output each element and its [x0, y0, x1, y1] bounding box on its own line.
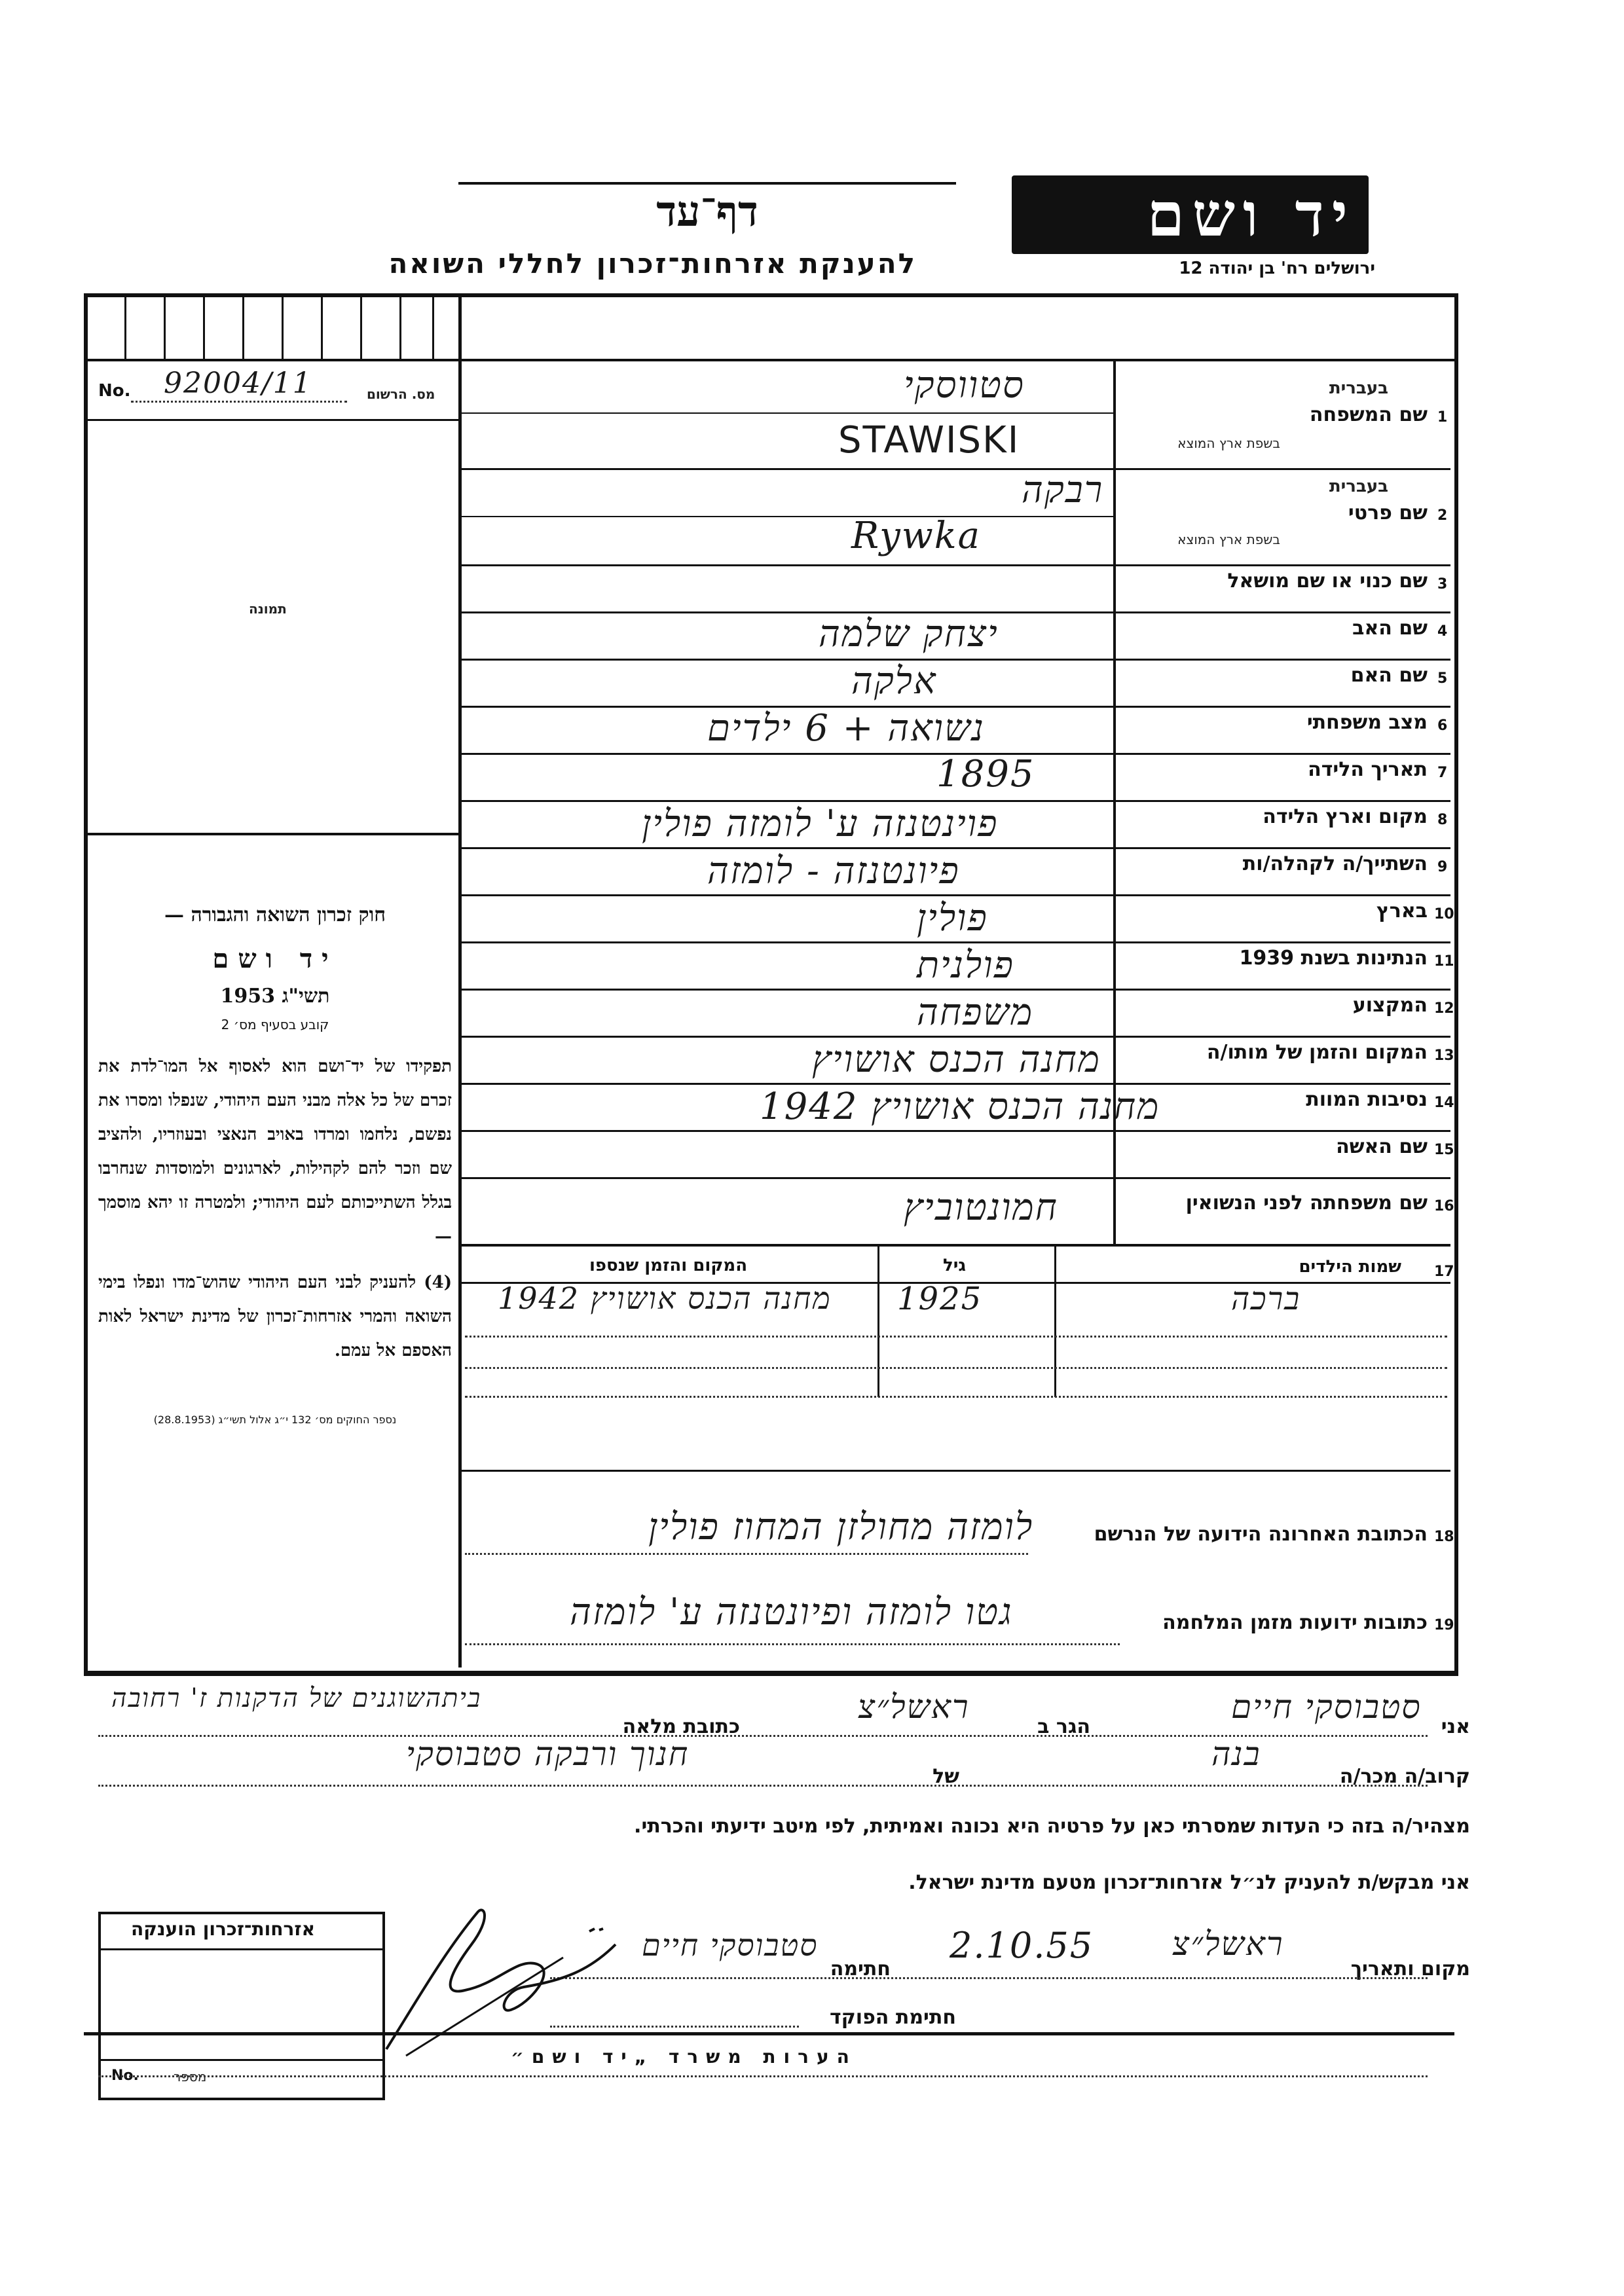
- field-12-number: 12: [1434, 1000, 1454, 1017]
- photo-label: תמונה: [249, 601, 287, 617]
- declarant-name[interactable]: סטבוסקי חיים: [1231, 1688, 1422, 1726]
- field-8-label: מקום וארץ הלידה: [1263, 805, 1428, 828]
- place-value[interactable]: ראשל״צ: [1172, 1925, 1284, 1963]
- citizenship-box: [98, 1912, 385, 2100]
- field-3-label: שם כנוי או שם מושאל: [1227, 570, 1428, 592]
- signature-label: חתימה: [830, 1958, 891, 1980]
- of-value[interactable]: חנוך ורבקה סטבוסקי: [406, 1735, 690, 1773]
- field-1-sub-bottom: בשפת ארץ המוצא: [1177, 435, 1280, 451]
- declarant-resides-value[interactable]: ראשל״צ: [858, 1688, 970, 1726]
- field-19-line: [465, 1643, 1120, 1645]
- field-2-value-latin[interactable]: Rywka: [851, 515, 982, 557]
- citizenship-number-label: מספר: [174, 2069, 207, 2085]
- field-6-number: 6: [1437, 718, 1448, 734]
- row1-subline: [458, 412, 1113, 414]
- field-2-number: 2: [1437, 507, 1448, 524]
- child-place-time[interactable]: מחנה הכנס אושויץ 1942: [498, 1281, 832, 1316]
- relative-value[interactable]: בנה: [1211, 1735, 1261, 1773]
- field-18-label: הכתובת האחרונה הידועה של הנרשם: [1094, 1523, 1428, 1546]
- citizenship-no-label: No.: [111, 2068, 139, 2084]
- field-1-number: 1: [1437, 409, 1448, 426]
- field-17-number: 17: [1434, 1264, 1454, 1280]
- officer-signature-label: חתימת הפוקד: [830, 2006, 956, 2029]
- statement-2: אני מבקש/ת להעניק לנ״ל אזרחות־זכרון מטעם מדינת ישראל.: [908, 1871, 1470, 1894]
- law-title: חוק זכרון השואה והגבורה —: [164, 903, 386, 926]
- field-4-label: שם האב: [1352, 617, 1428, 640]
- field-2-label: שם פרטי: [1348, 501, 1428, 524]
- field-2-sub-bottom: בשפת ארץ המוצא: [1177, 532, 1280, 547]
- field-4-value[interactable]: יצחק שלמה: [819, 613, 999, 655]
- logo-text: יד ושם: [1147, 179, 1356, 250]
- children-header-names: שמות הילדים: [1299, 1257, 1401, 1277]
- field-15-number: 15: [1434, 1142, 1454, 1158]
- field-13-value[interactable]: מחנה הכנס אושויץ: [812, 1038, 1101, 1081]
- header-rule: [458, 182, 956, 185]
- field-3-number: 3: [1437, 576, 1448, 592]
- field-10-label: בארץ: [1376, 900, 1428, 922]
- field-7-value[interactable]: 1895: [936, 753, 1035, 795]
- field-19-label: כתובות ידועות מזמן המלחמה: [1162, 1611, 1428, 1634]
- row2-subline: [458, 516, 1113, 517]
- footer-rule: [84, 2032, 1454, 2035]
- field-12-value[interactable]: משפחה: [917, 991, 1034, 1034]
- address: ירושלים רח' בן יהודה 12: [1179, 259, 1375, 278]
- field-7-number: 7: [1437, 765, 1448, 781]
- yad-vashem-logo: [1012, 175, 1369, 254]
- field-5-label: שם האם: [1350, 664, 1428, 687]
- field-8-value[interactable]: פוינטנזה ע' לומזה פולין: [642, 803, 999, 845]
- place-date-label: מקום ותאריך: [1350, 1958, 1470, 1980]
- field-18-value[interactable]: לומזה מחולזן המחוז פולין: [648, 1506, 1034, 1548]
- field-15-label: שם האשה: [1336, 1135, 1428, 1158]
- reg-line: [88, 419, 458, 421]
- reg-no-label: No.: [98, 381, 131, 401]
- field-6-label: מצב משפחתי: [1306, 711, 1428, 734]
- field-11-value[interactable]: פולנית: [917, 944, 1014, 987]
- statement-1: מצהיר/ה בזה כי העדות שמסרתי כאן על פרטיה היא נכונה ואמיתית, לפי מיטב ידיעתי והכרתי.: [634, 1815, 1470, 1838]
- law-name: יד ושם: [212, 943, 338, 974]
- field-16-label: שם משפחתה לפני הנשואין: [1185, 1192, 1428, 1214]
- field-16-number: 16: [1434, 1198, 1454, 1214]
- field-19-value[interactable]: גטו לומזה ופיונטנזה ע' לומזה: [570, 1591, 1013, 1633]
- law-clause: קובע בסעיף מס׳ 2: [221, 1017, 329, 1032]
- relative-label: קרוב/ה מכר/ה: [1339, 1765, 1470, 1788]
- field-9-label: השתייך/ה לקהלה/ות: [1242, 852, 1428, 875]
- field-13-number: 13: [1434, 1048, 1454, 1064]
- children-bottom: [458, 1470, 1450, 1472]
- field-1-sub-top: בעברית: [1329, 378, 1388, 398]
- citizenship-box-title: אזרחות־זכרון הוענקה: [131, 1918, 315, 1940]
- field-7-label: תאריך הלידה: [1308, 758, 1428, 781]
- field-10-number: 10: [1434, 906, 1454, 922]
- field-9-number: 9: [1437, 859, 1448, 875]
- field-2-sub-top: בעברית: [1329, 477, 1388, 496]
- field-10-value[interactable]: פולין: [917, 897, 988, 939]
- field-1-label: שם המשפחה: [1309, 403, 1428, 426]
- child-age[interactable]: 1925: [897, 1281, 983, 1317]
- declaration-top-rule: [84, 1671, 1454, 1674]
- field-14-value[interactable]: מחנה הכנס אושויץ 1942: [760, 1085, 1160, 1128]
- declarant-address-label: כתובת מלאה: [622, 1715, 740, 1738]
- declarant-resides-label: הגר ב: [1037, 1715, 1090, 1738]
- children-col-2: [1054, 1247, 1056, 1397]
- of-label: של: [932, 1765, 959, 1788]
- field-1-value-latin[interactable]: STAWISKI: [838, 419, 1020, 462]
- field-16-value[interactable]: חמונטוביץ: [904, 1186, 1058, 1229]
- form-title: דף־עד: [656, 187, 758, 236]
- children-header-age: גיל: [943, 1256, 967, 1275]
- law-text-1: תפקידו של יד־ושם הוא לאסוף אל המו־לדת את זכרם של כל אלה מבני העם היהודי, שנפלו ומסרו את נפשם, נלחמו ומרדו באויב הנאצי ובעוזריו, ולהציב שם וזכר להם לקהילות, לארגונים ולמוסדות שנחרבו בגלל השתייכותם לעם היהודי; ולמטרה זו יהא מוסמך —: [98, 1057, 452, 1247]
- field-6-value[interactable]: נשואה + 6 ילדים: [707, 707, 985, 750]
- reg-no-caption: מס. הרשום: [367, 386, 435, 402]
- law-year: תשי"ג 1953: [220, 985, 330, 1008]
- field-12-label: המקצוע: [1352, 994, 1428, 1017]
- photo-bottom: [88, 833, 458, 835]
- field-1-value[interactable]: סטווסקי: [904, 364, 1025, 407]
- children-header-place: המקום והזמן שנספו: [589, 1256, 748, 1275]
- field-18-number: 18: [1434, 1529, 1454, 1545]
- declarant-ani-label: אני: [1441, 1715, 1470, 1738]
- declarant-address-value[interactable]: ביתהשוגנים של הדקנות ז' רחובה: [111, 1683, 482, 1713]
- field-13-label: המקום והזמן של מותו/ה: [1206, 1041, 1428, 1064]
- field-11-number: 11: [1434, 953, 1454, 970]
- field-18-line: [465, 1553, 1028, 1555]
- law-block: [98, 903, 452, 1426]
- field-14-number: 14: [1434, 1095, 1454, 1111]
- field-11-label: הנתינות בשנת 1939: [1239, 947, 1428, 970]
- date-value[interactable]: 2.10.55: [950, 1925, 1094, 1966]
- field-8-number: 8: [1437, 812, 1448, 828]
- field-14-label: נסיבות המוות: [1306, 1088, 1428, 1111]
- strip-bottom: [88, 359, 1454, 361]
- law-footnote: נספר החוקים מס׳ 132 י״ג אלול תשי״ג (28.8.1953): [153, 1413, 397, 1426]
- signature-value[interactable]: סטבוסקי חיים: [642, 1927, 819, 1963]
- law-text-2: (4) להעניק לבני העם היהודי שהוש־מדו ונפלו בימי השואה והמרי אזרחות־זכרון של מדינת ישראל לאות האספם אל עמם.: [98, 1273, 452, 1360]
- reg-no-value[interactable]: 92004/11: [164, 367, 312, 400]
- handwritten-signature: [367, 1892, 629, 2062]
- field-4-number: 4: [1437, 623, 1448, 640]
- children-col-1: [877, 1247, 879, 1397]
- field-2-value[interactable]: רבקה: [1022, 469, 1104, 511]
- field-9-value[interactable]: פיונטנזה - לומזה: [707, 850, 960, 892]
- field-19-number: 19: [1434, 1617, 1454, 1633]
- child-name[interactable]: ברכה: [1231, 1281, 1301, 1317]
- form-subtitle: להענקת אזרחות־זכרון לחללי השואה: [388, 247, 917, 280]
- footer-notes: הערות משרד „יד ושם״: [511, 2046, 857, 2068]
- field-5-value[interactable]: אלקה: [851, 660, 937, 702]
- field-5-number: 5: [1437, 670, 1448, 687]
- left-col-divider: [458, 296, 462, 1667]
- reg-no-line: [131, 401, 347, 403]
